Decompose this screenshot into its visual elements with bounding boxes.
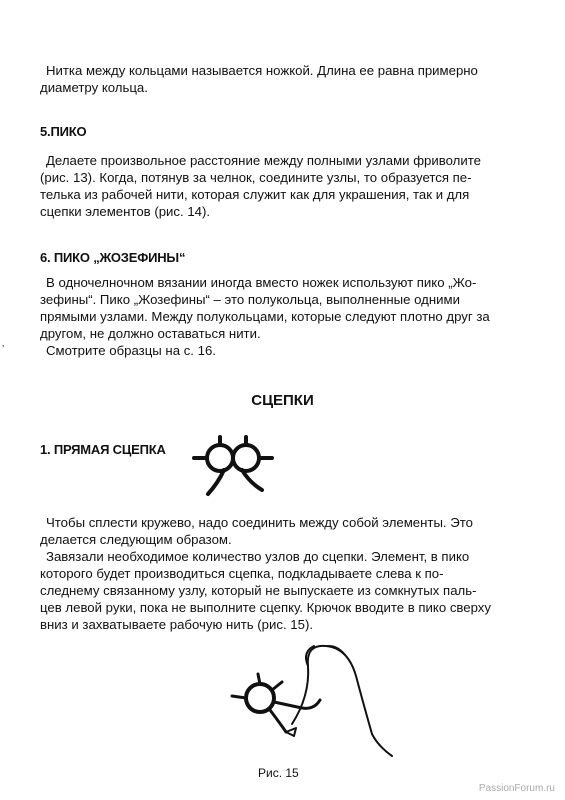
text-line: которого будет производиться сцепка, подкладываете слева к по-: [40, 566, 444, 581]
joins-paragraph-2: [40, 548, 545, 633]
section6-paragraph: [40, 274, 545, 359]
figure-15-illustration: [222, 636, 402, 764]
text-line: телька из рабочей нити, которая служит как для украшения, так и для: [40, 187, 470, 202]
joins-heading: СЦЕПКИ: [251, 392, 314, 409]
text-line: прямыми узлами. Между полукольцами, которые следуют плотно друг за: [40, 309, 490, 324]
text-line: зефины“. Пико „Жозефины“ – это полукольца, выполненные одними: [40, 292, 460, 307]
text-line: цев левой руки, пока не выполните сцепку. Крючок вводите в пико сверху: [40, 600, 491, 615]
section5-paragraph: [40, 152, 545, 220]
text-line: вниз и захватываете рабочую нить (рис. 15).: [40, 617, 314, 632]
section-heading-5: 5.ПИКО: [40, 124, 87, 139]
text-line: сцепки элементов (рис. 14).: [40, 204, 211, 219]
direct-join-heading: 1. ПРЯМАЯ СЦЕПКА: [40, 442, 166, 457]
text-line: другом, не должно оставаться нити.: [40, 326, 261, 341]
two-rings-figure: [188, 428, 278, 498]
text-line: следнему связанному узлу, который не выпускаете из сомкнутых паль-: [40, 583, 477, 598]
text-line: Смотрите образцы на с. 16.: [46, 343, 216, 358]
text-line: (рис. 13). Когда, потянув за челнок, соедините узлы, то образуется пе-: [40, 170, 472, 185]
intro-paragraph: [40, 62, 545, 96]
joins-paragraph-1: [40, 514, 545, 548]
text-line: Завязали необходимое количество узлов до сцепки. Элемент, в пико: [46, 549, 470, 564]
margin-mark: ‚: [2, 338, 5, 349]
text-line: Чтобы сплести кружево, надо соединить между собой элементы. Это: [46, 515, 473, 530]
text-line: Нитка между кольцами называется ножкой. Длина ее равна примерно: [46, 63, 478, 78]
text-line: делается следующим образом.: [40, 532, 232, 547]
text-line: Делаете произвольное расстояние между полными узлами фриволите: [46, 153, 481, 168]
figure-caption: Рис. 15: [258, 766, 299, 780]
watermark: PassionForum.ru: [478, 783, 555, 794]
section-heading-6: 6. ПИКО „ЖОЗЕФИНЫ“: [40, 250, 186, 265]
text-line: В одночелночном вязании иногда вместо ножек используют пико „Жо-: [46, 275, 477, 290]
text-line: диаметру кольца.: [40, 80, 148, 95]
